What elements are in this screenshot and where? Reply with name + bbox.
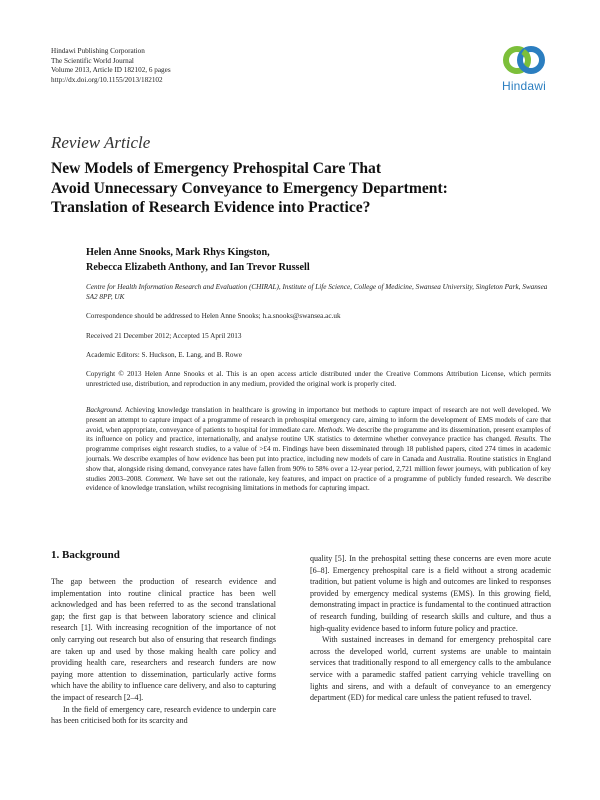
journal-name: The Scientific World Journal xyxy=(51,56,134,65)
publication-info xyxy=(51,47,171,85)
article-type: Review Article xyxy=(51,133,151,152)
doi-link[interactable]: http://dx.doi.org/10.1155/2013/182102 xyxy=(51,75,163,84)
publisher-name: Hindawi Publishing Corporation xyxy=(51,47,145,55)
rings-logo-icon xyxy=(502,42,546,78)
title-line: Avoid Unnecessary Conveyance to Emergency Department: xyxy=(51,179,448,197)
abstract-background: Achieving knowledge translation in healthcare is growing in importance but methods to capture impact of research are not well developed. We present an attempt to capture impact of a programme of research in prehospital emergency care, aiming to inform the development of EMS models of care that avoid, when appropriate, conveyance of patients to hospital for immediate care. xyxy=(86,406,551,434)
affiliation: Centre for Health Information Research and Evaluation (CHIRAL), Institute of Life Science, College of Medicine, Swansea University, Singleton Park, Swansea SA2 8PP, UK xyxy=(86,283,548,301)
body-paragraph: The gap between the production of research evidence and implementation into routine clinical practice has been well acknowledged and has been referred to as the second translational gap; the first gap is that between laboratory science and clinical research [1]. With increasing recognition of the importance of not only carrying out research but also of ensuring that research findings are taken up and used by those making health care policy and providing health care, researchers and research funders are now paying more attention to dissemination, particularly active forms which have the ability to influence care delivery, and also to capturing the impact of research [2–4]. xyxy=(51,577,276,702)
body-paragraph: With sustained increases in demand for emergency prehospital care across the developed world, current systems are unable to maintain services that traditionally respond to all emergency calls to the ambulance service with a paramedic staffed patient carrying vehicle travelling on lights and sirens, and with a default of conveyance to an emergency department (ED) for medical care unless the patient refused to travel. xyxy=(310,635,551,703)
abstract-results-label: Results. xyxy=(514,435,538,444)
abstract-results: The programme comprises eight research studies, to a value of >£4 m. Findings have been disseminated through 18 published papers, cited 274 times in academic journals. We describe examples of how evidence has been put into practice, including new models of care in Canada and Australia. Routine statistics in England show that, alongside rising demand, conveyance rates have fallen from 90% to 58% over a 12-year period, 2,721 million fewer journeys, with publication of key studies 2003–2008. xyxy=(86,435,552,483)
logo-wordmark: Hindawi xyxy=(501,79,547,93)
correspondence: Correspondence should be addressed to Helen Anne Snooks; h.a.snooks@swansea.ac.uk xyxy=(86,312,341,320)
copyright-notice: Copyright © 2013 Helen Anne Snooks et al. This is an open access article distributed under the Creative Commons Attribution License, which permits unrestricted use, distribution, and reproduction in any medium, provided the original work is properly cited. xyxy=(86,370,551,388)
hindawi-logo xyxy=(496,42,552,106)
title-line: Translation of Research Evidence into Practice? xyxy=(51,199,371,217)
section-heading: 1. Background xyxy=(51,549,120,561)
right-column xyxy=(310,553,551,704)
abstract xyxy=(86,406,551,494)
title-line: New Models of Emergency Prehospital Care That xyxy=(51,160,382,177)
abstract-comment-label: Comment. xyxy=(145,474,175,483)
body-paragraph: In the field of emergency care, research evidence to underpin care has been criticised both for its scarcity and xyxy=(51,704,276,726)
abstract-comment: We have set out the rationale, key features, and impact on practice of a programme of publicly funded research. We describe evidence of knowledge translation, whilst recognising limitations in methods for capturing impact. xyxy=(86,474,551,493)
article-title xyxy=(51,159,551,218)
received-accepted-dates: Received 21 December 2012; Accepted 15 April 2013 xyxy=(86,332,242,340)
academic-editors: Academic Editors: S. Huckson, E. Lang, and B. Rowe xyxy=(86,351,242,359)
abstract-background-label: Background. xyxy=(86,406,123,414)
author-list xyxy=(86,246,310,275)
authors-line: Helen Anne Snooks, Mark Rhys Kingston, xyxy=(86,247,270,258)
abstract-methods: We describe the programme and its dissemination, present examples of its influence on policy and practice, internationally, and analyse routine UK statistics to determine whether conveyance practice has changed. xyxy=(86,425,551,444)
authors-line: Rebecca Elizabeth Anthony, and Ian Trevor Russell xyxy=(86,261,310,273)
volume-info: Volume 2013, Article ID 182102, 6 pages xyxy=(51,66,171,75)
left-column xyxy=(51,576,276,727)
abstract-methods-label: Methods. xyxy=(317,425,345,434)
body-paragraph: quality [5]. In the prehospital setting these concerns are even more acute [6–8]. Emergency prehospital care is a field without a strong academic tradition, but patient volume is high and outcomes are linked to responses provided by emergency medical systems (EMS). In this growing field, demonstrating impact in practice is fundamental to the continued attraction of research funding, building of research skills and culture, and thus a high-quality evidence based to inform future policy and practice. xyxy=(310,554,551,633)
